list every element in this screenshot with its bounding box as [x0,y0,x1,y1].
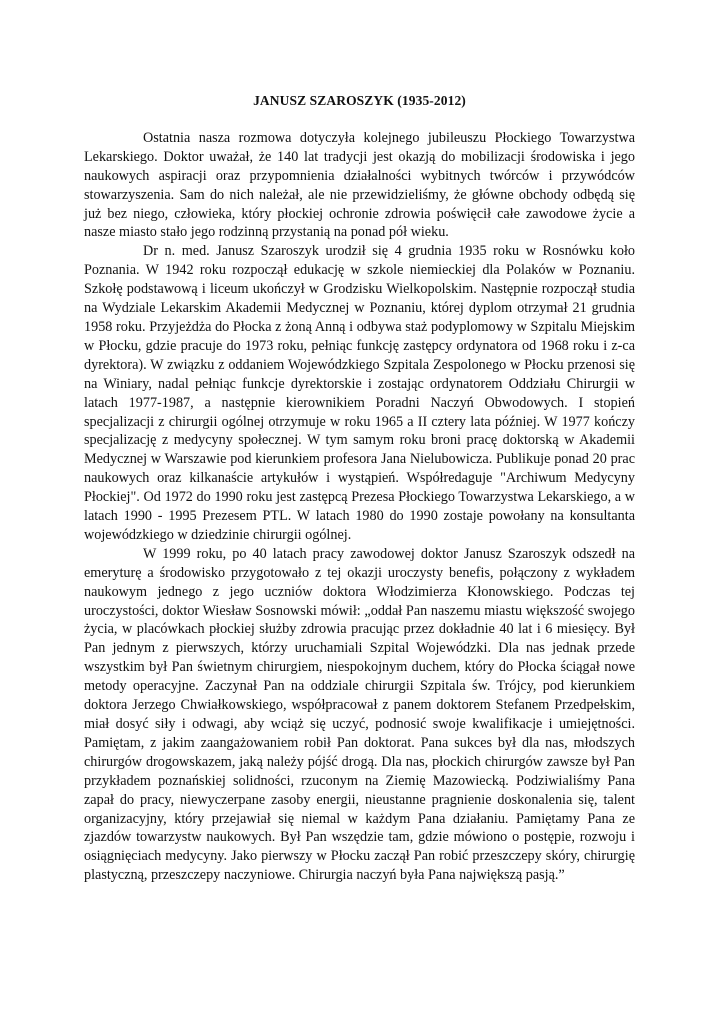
paragraph-retirement: W 1999 roku, po 40 latach pracy zawodowej doktor Janusz Szaroszyk odszedł na emeryturę a środowisko przygotowało z tej okazji uroczysty benefis, połączony z wykładem naukowym jednego z jego uczniów doktora Włodzimierza Kłonowskiego. Podczas tej uroczystości, doktor Wiesław Sosnowski mówił: „oddał Pan naszemu miastu większość swojego życia, w placówkach płockiej służby zdrowia pracując przez dokładnie 40 lat i 6 miesięcy. Był Pan jednym z pierwszych, którzy uruchamiali Szpital Wojewódzki. Dla nas jednak przede wszystkim był Pan świetnym chirurgiem, niespokojnym duchem, który do Płocka ściągał nowe metody operacyjne. Zaczynał Pan na oddziale chirurgii Szpitala św. Trójcy, pod kierunkiem doktora Jerzego Chwiałkowskiego, współpracował z panem doktorem Stefanem Przedpełskim, miał dosyć siły i odwagi, aby wciąż się uczyć, podnosić swoje kwalifikacje i umiejętności. Pamiętam, z jakim zaangażowaniem robił Pan doktorat. Pana sukces był dla nas, młodszych chirurgów drogowskazem, jaką należy pójść drogą. Dla nas, płockich chirurgów zawsze był Pan przykładem poznańskiej solidności, rzuconym na Ziemię Mazowiecką. Podziwialiśmy Pana zapał do pracy, niewyczerpane zasoby energii, nieustanne pragnienie doskonalenia się, talent organizacyjny, który przejawiał się niemal w każdym Pana działaniu. Pamiętamy Pana ze zjazdów towarzystw naukowych. Był Pan wszędzie tam, gdzie mówiono o postępie, rozwoju i osiągnięciach medycyny. Jako pierwszy w Płocku zaczął Pan robić przeszczepy skóry, chirurgię plastyczną, przeszczepy naczyniowe. Chirurgia naczyń była Pana największą pasją.” [84,545,635,884]
paragraph-biography: Dr n. med. Janusz Szaroszyk urodził się 4 grudnia 1935 roku w Rosnówku koło Poznania. W 1942 roku rozpoczął edukację w szkole niemieckiej dla Polaków w Poznaniu. Szkołę podstawową i liceum ukończył w Grodzisku Wielkopolskim. Następnie rozpoczął studia na Wydziale Lekarskim Akademii Medycznej w Poznaniu, której dyplom otrzymał 21 grudnia 1958 roku. Przyjeżdża do Płocka z żoną Anną i odbywa staż podyplomowy w Szpitalu Miejskim w Płocku, gdzie pracuje do 1973 roku, pełniąc funkcję zastępcy ordynatora od 1968 roku i z-ca dyrektora). W związku z oddaniem Wojewódzkiego Szpitala Zespolonego w Płocku przenosi się na Winiary, nadal pełniąc funkcje dyrektorskie i zostając ordynatorem Oddziału Chirurgii w latach 1977-1987, a następnie kierownikiem Poradni Naczyń Obwodowych. I stopień specjalizacji z chirurgii ogólnej otrzymuje w roku 1965 a II cztery lata później. W 1977 kończy specjalizację z medycyny społecznej. W tym samym roku broni pracę doktorską w Akademii Medycznej w Warszawie pod kierunkiem profesora Jana Nielubowicza. Publikuje ponad 20 prac naukowych oraz kilkanaście artykułów i wystąpień. Współredaguje "Archiwum Medycyny Płockiej". Od 1972 do 1990 roku jest zastępcą Prezesa Płockiego Towarzystwa Lekarskiego, a w latach 1990 - 1995 Prezesem PTL. W latach 1980 do 1990 zostaje powołany na konsultanta wojewódzkiego w dziedzinie chirurgii ogólnej. [84,243,635,543]
paragraph-intro: Ostatnia nasza rozmowa dotyczyła kolejnego jubileuszu Płockiego Towarzystwa Lekarskiego. Doktor uważał, że 140 lat tradycji jest okazją do mobilizacji środowiska i jego naukowych aspiracji oraz przypomnienia działalności wybitnych twórców i przywódców stowarzyszenia. Sam do nich należał, ale nie przewidzieliśmy, że główne obchody odbędą się już bez niego, człowieka, który płockiej ochronie zdrowia poświęcił całe zawodowe życie a nasze miasto stało jego rodzinną przystanią na ponad pół wieku. [84,129,635,241]
document-page [84,92,635,885]
document-title: JANUSZ SZAROSZYK (1935-2012) [253,93,466,108]
